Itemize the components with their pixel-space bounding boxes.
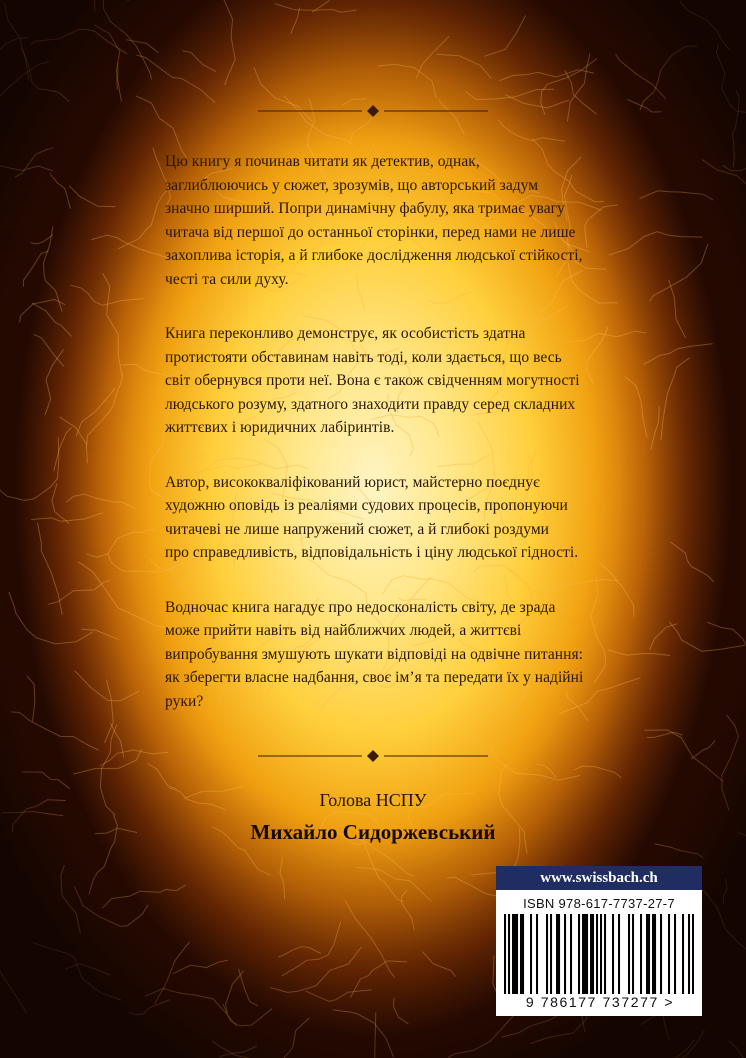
barcode-bar <box>604 914 606 994</box>
barcode-bar <box>512 914 514 994</box>
barcode-bar <box>578 914 580 994</box>
barcode-bar <box>652 914 654 994</box>
barcode-bar <box>586 914 588 994</box>
barcode-bar <box>522 914 524 994</box>
barcode-bar <box>618 914 620 994</box>
review-paragraph-2: Книга переконливо демонструє, як особистість здатна протистояти обставинам навіть тоді, коли здається, що весь світ обернувся проти неї. Вона є також свідченням могутності людського розуму, здатного знаходити правду серед складних життєвих і юридичних лабіринтів. <box>165 325 580 436</box>
barcode-bar <box>592 914 594 994</box>
barcode-bar <box>660 914 662 994</box>
barcode-bar <box>582 914 584 994</box>
barcode-bar <box>504 914 506 994</box>
barcode-bar <box>612 914 614 994</box>
isbn-label: ISBN 978-617-7737-27-7 <box>523 896 675 911</box>
barcode-bar <box>668 914 670 994</box>
review-paragraph-4: Водночас книга нагадує про недосконалість світу, де зрада може прийти навіть від найближчих людей, а життєві випробування змушують шукати відповіді на одвічне питання: як зберегти власне надбання, своє ім’я та передати їх у надійні руки? <box>165 598 584 710</box>
barcode-bar <box>514 914 516 994</box>
barcode-bar <box>558 914 560 994</box>
barcode-bars <box>504 914 694 994</box>
top-ornament-divider <box>258 105 488 117</box>
barcode-bar <box>648 914 650 994</box>
barcode-bar <box>530 914 532 994</box>
isbn-barcode-panel <box>496 866 702 1016</box>
barcode-bar <box>570 914 572 994</box>
review-text <box>165 150 595 744</box>
barcode-bar <box>546 914 548 994</box>
barcode-bar <box>564 914 566 994</box>
barcode-bar <box>596 914 598 994</box>
publisher-url[interactable]: www.swissbach.ch <box>496 866 702 890</box>
diamond-icon <box>367 105 379 117</box>
author-title: Голова НСПУ <box>319 790 427 810</box>
barcode-bar <box>632 914 634 994</box>
barcode-bar <box>584 914 586 994</box>
barcode-bar <box>640 914 642 994</box>
barcode-bar <box>536 914 538 994</box>
bottom-ornament-divider <box>258 750 488 762</box>
barcode-bar <box>550 914 552 994</box>
review-paragraph-3: Автор, висококваліфікований юрист, майстерно поєднує художню оповідь із реаліями судових процесів, пропонуючи читачеві не лише напружений сюжет, а й глибокі роздуми про справедливість, відповідальність і ціну людської гідності. <box>165 473 579 561</box>
barcode-bar <box>520 914 522 994</box>
barcode-bar <box>600 914 602 994</box>
barcode-bar <box>682 914 684 994</box>
barcode-bar <box>516 914 518 994</box>
barcode-bar <box>590 914 592 994</box>
diamond-icon <box>367 750 379 762</box>
barcode-bar <box>508 914 510 994</box>
review-paragraph-1: Цю книгу я починав читати як детектив, однак, заглиблюючись у сюжет, зрозумів, що авторський задум значно ширший. Попри динамічну фабулу, яка тримає увагу читача від першої до останньої сторінки, перед нами не лише захоплива історія, а й глибоке дослідження людської стійкості, честі та сили духу. <box>165 153 583 288</box>
barcode-bar <box>556 914 558 994</box>
barcode-bar <box>628 914 630 994</box>
barcode-digits: 9 786177 737277 > <box>525 994 675 1010</box>
author-name: Михайло Сидоржевський <box>250 820 496 844</box>
barcode-bar <box>646 914 648 994</box>
barcode-bar <box>654 914 656 994</box>
barcode-bar <box>688 914 690 994</box>
barcode-bar <box>674 914 676 994</box>
barcode-bar <box>692 914 694 994</box>
